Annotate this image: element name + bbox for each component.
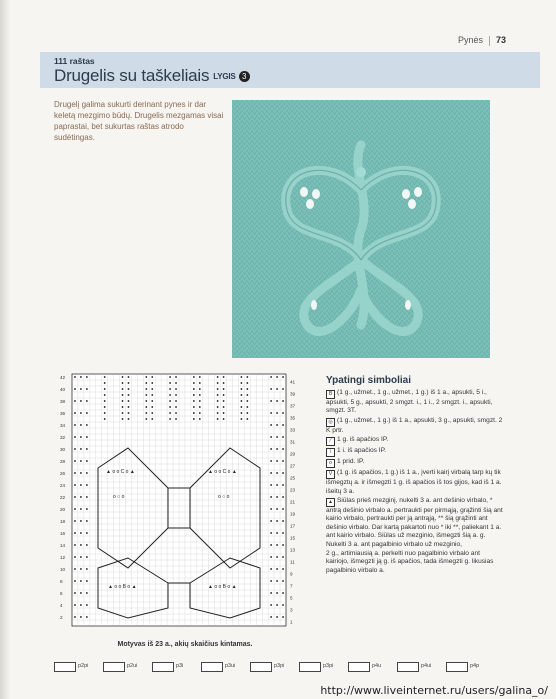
legend-label: p4p xyxy=(470,663,480,669)
level-badge: 3 xyxy=(239,71,250,82)
symbol-description: (1 g. iš apačios, 1 g.) iš 1 a., įverti kairį virbalą tarp kų tik išmegztų a. ir išmegzti 1 g. iš apačios iš tos gijos, kad iš 1 a. išeitų 3 a. xyxy=(326,469,502,495)
row-number-label: 11 xyxy=(290,559,295,565)
cable-symbol-icon xyxy=(152,662,174,672)
symbol-description: 1 i. iš apačios IP. xyxy=(337,447,386,455)
legend-label: p2ui xyxy=(127,663,138,669)
row-number-label: 8 xyxy=(60,578,63,584)
row-number-label: 1 xyxy=(290,619,293,625)
row-number-label: 16 xyxy=(60,530,66,536)
symbols-list xyxy=(326,389,504,576)
stitch-legend xyxy=(54,660,494,676)
symbol-entry xyxy=(326,389,504,416)
row-number-label: 42 xyxy=(60,374,66,380)
row-number-label: 18 xyxy=(60,518,66,524)
symbol-entry xyxy=(326,497,504,549)
symbol-entry xyxy=(326,447,504,457)
row-number-label: 2 xyxy=(60,614,63,620)
page-number: 73 xyxy=(495,35,506,45)
level-label: LYGIS xyxy=(213,72,236,82)
symbol-entry xyxy=(326,458,504,468)
symbol-entry xyxy=(326,436,504,446)
cable-symbol-icon xyxy=(201,662,223,672)
row-number-label: 36 xyxy=(60,410,66,416)
row-number-label: 4 xyxy=(60,602,63,608)
row-number-label: 41 xyxy=(290,379,296,385)
symbol-entry xyxy=(326,550,504,575)
legend-label: p3i xyxy=(176,663,184,669)
row-number-label: 17 xyxy=(290,523,296,529)
svg-text:▲ o o C o ▲: ▲ o o C o ▲ xyxy=(208,469,237,475)
cable-symbol-icon xyxy=(348,662,370,672)
svg-text:▲ o o B o ▲: ▲ o o B o ▲ xyxy=(108,584,137,590)
row-number-label: 3 xyxy=(290,607,293,613)
svg-text:▲ o o B o ▲: ▲ o o B o ▲ xyxy=(208,584,237,590)
legend-label: p2pi xyxy=(78,663,89,669)
row-number-label: 20 xyxy=(60,506,66,512)
row-number-label: 39 xyxy=(290,391,296,397)
row-number-label: 38 xyxy=(60,398,66,404)
cable-symbol-icon xyxy=(397,662,419,672)
legend-label: p4ui xyxy=(421,663,432,669)
intro-text: Drugelį galima sukurti derinant pynes ir dar keletą mezgimo būdų. Drugelis mezgamas visai paprastai, bet sukurtas raštas atrodo sudėtingas. xyxy=(54,100,224,142)
symbol-entry xyxy=(326,417,504,435)
row-number-label: 28 xyxy=(60,458,66,464)
stitch-symbol-icon: B xyxy=(326,390,335,399)
svg-text:o ○ o: o ○ o xyxy=(113,494,125,500)
symbol-description: Siūlas prieš mezginį, nukelti 3 a. ant dešinio virbalo, * antrą dešinio virbalo a. pertraukti per pirmąją, grąžinti šią ant kairio virbalo, pertraukti per ją antrąją, ** šią grąžinti ant dešinio virbalo. Dar kartą pakartoti nuo * iki **, paliekant 1 a. ant kairio virbalo. Siūlas už mezginio, išmegzti šią a. g. Nukelti 3 a. ant pagalbinio virbalo už mezginio, xyxy=(326,497,503,548)
row-number-label: 30 xyxy=(60,446,66,452)
cable-symbol-icon xyxy=(446,662,468,672)
row-number-label: 14 xyxy=(60,542,66,548)
pattern-number: 111 raštas xyxy=(54,56,95,66)
svg-text:o ○ o: o ○ o xyxy=(218,494,230,500)
row-number-label: 22 xyxy=(60,494,66,500)
row-number-label: 27 xyxy=(290,463,296,469)
symbol-description: (1 g., užmet., 1 g., užmet., 1 g.) iš 1 a., apsukti, 5 i., apsukti, 5 g., apsukti, 2 smgzt. i., 1 i., 2 smgzt. i., apsukti, smgzt. 3T. xyxy=(326,389,493,415)
row-number-label: 32 xyxy=(60,434,66,440)
row-number-label: 5 xyxy=(290,595,293,601)
row-number-label: 33 xyxy=(290,427,296,433)
stitch-symbol-icon: o xyxy=(326,459,335,468)
cable-symbol-icon xyxy=(54,662,76,672)
symbols-title: Ypatingi simboliai xyxy=(326,375,412,386)
row-number-label: 21 xyxy=(290,499,296,505)
legend-label: p3pi xyxy=(323,663,334,669)
row-number-label: 24 xyxy=(60,482,66,488)
pattern-title xyxy=(54,66,250,86)
section-name: Pynės xyxy=(457,35,483,45)
row-number-label: 40 xyxy=(60,386,66,392)
title-text: Drugelis su taškeliais xyxy=(54,66,210,85)
row-number-label: 10 xyxy=(60,566,66,572)
row-number-label: 34 xyxy=(60,422,66,428)
legend-label: p3ui xyxy=(225,663,236,669)
row-number-label: 7 xyxy=(290,583,293,589)
legend-label: p4u xyxy=(372,663,382,669)
symbol-description: (1 g., užmet., 1 g.) iš 1 a., apsukti, 3 g., apsukti, smgzt. 2 K prtr. xyxy=(326,416,503,434)
running-head xyxy=(458,35,506,46)
row-number-label: 25 xyxy=(290,475,296,481)
row-number-label: 13 xyxy=(290,547,296,553)
row-number-label: 9 xyxy=(290,571,293,577)
knitting-chart xyxy=(58,368,310,638)
stitch-symbol-icon: ⁄ xyxy=(326,437,335,446)
row-number-label: 35 xyxy=(290,415,296,421)
stitch-symbol-icon: ▲ xyxy=(326,498,335,507)
cable-symbol-icon xyxy=(250,662,272,672)
watermark-url: http://www.liveinternet.ru/users/galina_o/ xyxy=(320,684,548,697)
row-number-label: 6 xyxy=(60,590,63,596)
legend-label: p3pi xyxy=(274,663,285,669)
row-number-label: 31 xyxy=(290,439,296,445)
row-number-label: 37 xyxy=(290,403,296,409)
row-number-label: 29 xyxy=(290,451,296,457)
row-number-label: 12 xyxy=(60,554,66,560)
row-number-label: 23 xyxy=(290,487,296,493)
svg-text:▲ o o C o ▲: ▲ o o C o ▲ xyxy=(106,469,135,475)
symbol-description: 1 prid. IP. xyxy=(337,458,365,466)
row-number-label: 26 xyxy=(60,470,66,476)
symbol-description: 2 g., artimiausią a. perkelti nuo pagalbinio virbalo ant kairiojo, išmegzti ją g. iš apačios, tada išmegzti g. likusias pagalbinio virbalo a. xyxy=(326,550,494,574)
row-number-label: 19 xyxy=(290,511,296,517)
stitch-symbol-icon: \ xyxy=(326,448,335,457)
knit-swatch-photo xyxy=(232,100,490,358)
symbol-description: 1 g. iš apačios IP. xyxy=(337,436,389,444)
stitch-symbol-icon: V xyxy=(326,470,335,479)
symbol-entry xyxy=(326,469,504,496)
cable-symbol-icon xyxy=(299,662,321,672)
row-number-label: 15 xyxy=(290,535,296,541)
page-spine-shadow xyxy=(0,0,10,699)
stitch-symbol-icon: ◎ xyxy=(326,418,335,427)
cable-symbol-icon xyxy=(103,662,125,672)
chart-caption: Motyvas iš 23 a., akių skaičius kintamas. xyxy=(117,641,253,648)
